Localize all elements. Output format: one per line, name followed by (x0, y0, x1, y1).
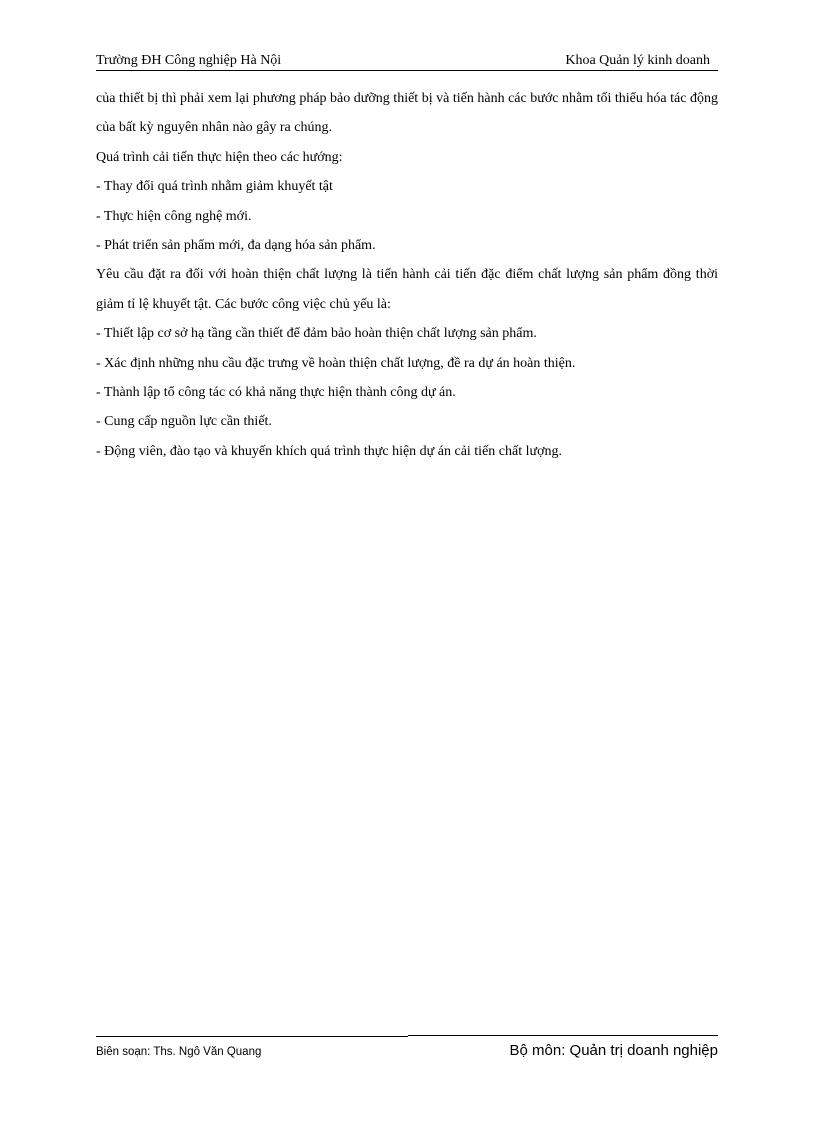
body-paragraph-requirements: Yêu cầu đặt ra đối với hoàn thiện chất lượng là tiến hành cải tiến đặc điểm chất lượng sản phẩm đồng thời giảm tỉ lệ khuyết tật. Các bước công việc chủ yếu là: (96, 267, 718, 312)
header-faculty-name: Khoa Quản lý kinh doanh (565, 53, 710, 68)
list-item-resources: - Cung cấp nguồn lực cần thiết. (96, 414, 272, 430)
footer-divider-right (408, 1035, 718, 1036)
list-item-identify-needs: - Xác định những nhu cầu đặc trưng về hoàn thiện chất lượng, đề ra dự án hoàn thiện. (96, 355, 576, 371)
list-item-new-technology: - Thực hiện công nghệ mới. (96, 208, 252, 224)
header-school-name: Trường ĐH Công nghiệp Hà Nội (96, 53, 282, 68)
body-paragraph-1: của thiết bị thì phải xem lại phương pháp bảo dưỡng thiết bị và tiến hành các bước nhằm tối thiểu hóa tác động của bất kỳ nguyên nhân nào gây ra chúng. (96, 91, 718, 136)
page-header (96, 52, 718, 71)
footer-department: Bộ môn: Quản trị doanh nghiệp (509, 1042, 718, 1059)
document-body (96, 84, 718, 466)
list-item-motivation: - Động viên, đào tạo và khuyến khích quá trình thực hiện dự án cải tiến chất lượng. (96, 443, 562, 459)
footer-divider-left (96, 1036, 408, 1037)
list-item-change-process: - Thay đổi quá trình nhằm giảm khuyết tật (96, 179, 333, 195)
list-item-team: - Thành lập tổ công tác có khả năng thực hiện thành công dự án. (96, 385, 456, 401)
list-item-new-products: - Phát triển sản phẩm mới, đa dạng hóa sản phẩm. (96, 238, 376, 254)
body-paragraph-2: Quá trình cải tiến thực hiện theo các hướng: (96, 149, 343, 165)
footer-author: Biên soạn: Ths. Ngô Văn Quang (96, 1046, 262, 1058)
list-item-infrastructure: - Thiết lập cơ sở hạ tầng cần thiết để đảm bảo hoàn thiện chất lượng sản phẩm. (96, 326, 537, 342)
